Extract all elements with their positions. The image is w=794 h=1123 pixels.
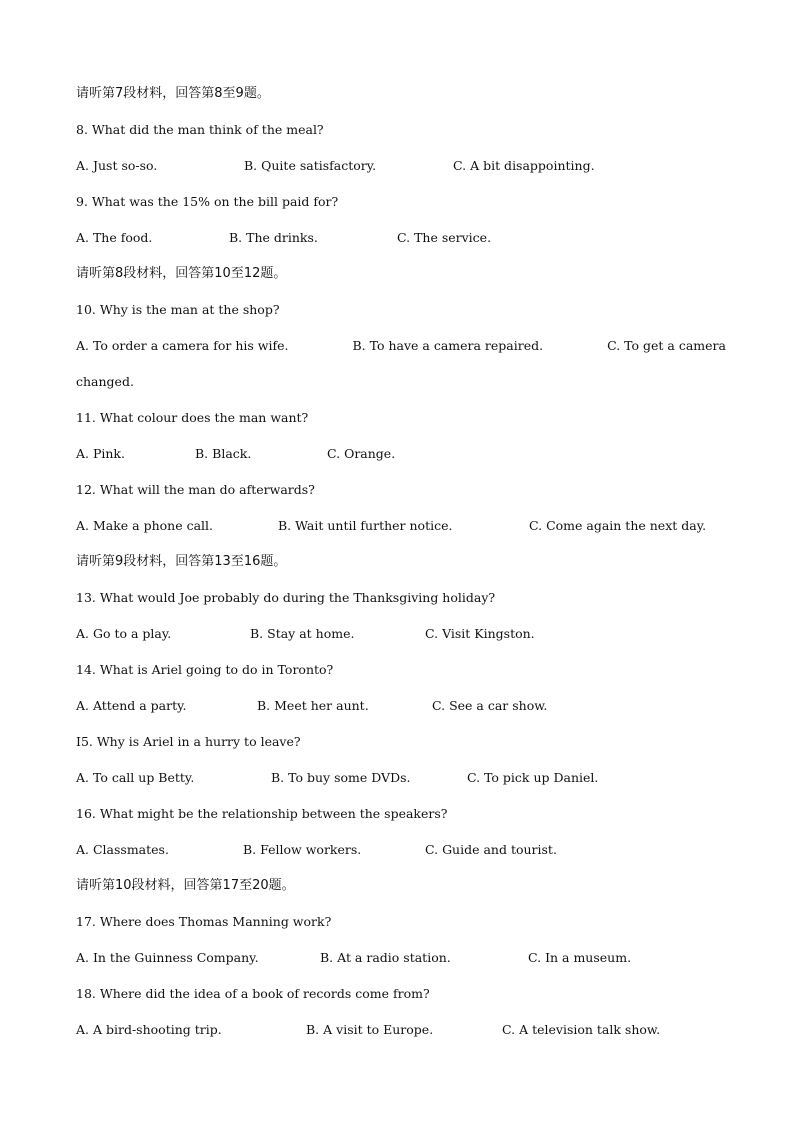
- option-8b: B. Quite satisfactory.: [244, 158, 377, 173]
- question-8: 8. What did the man think of the meal?: [76, 122, 324, 137]
- option-17c: C. In a museum.: [528, 950, 632, 965]
- option-17b: B. At a radio station.: [320, 950, 451, 965]
- option-15b: B. To buy some DVDs.: [271, 770, 411, 785]
- option-9b: B. The drinks.: [229, 230, 318, 245]
- option-16b: B. Fellow workers.: [243, 842, 362, 857]
- option-8a: A. Just so-so.: [76, 158, 158, 173]
- option-10c-continued: changed.: [76, 374, 134, 389]
- question-18: 18. Where did the idea of a book of records come from?: [76, 986, 430, 1001]
- option-13a: A. Go to a play.: [76, 626, 172, 641]
- options-13: [76, 624, 736, 660]
- option-10c: C. To get a camera: [607, 338, 726, 353]
- option-11b: B. Black.: [195, 446, 252, 461]
- options-14: [76, 696, 736, 732]
- option-11a: A. Pink.: [76, 446, 125, 461]
- question-13: 13. What would Joe probably do during the Thanksgiving holiday?: [76, 590, 496, 605]
- option-9a: A. The food.: [76, 230, 153, 245]
- question-17: 17. Where does Thomas Manning work?: [76, 914, 332, 929]
- options-18: [76, 1020, 736, 1056]
- question-14: 14. What is Ariel going to do in Toronto?: [76, 662, 334, 677]
- option-9c: C. The service.: [397, 230, 492, 245]
- options-16: [76, 840, 736, 876]
- option-14a: A. Attend a party.: [76, 698, 187, 713]
- section-heading-7: 请听第7段材料，回答第8至9题。: [76, 86, 270, 101]
- options-12: [76, 516, 736, 552]
- option-18a: A. A bird-shooting trip.: [76, 1022, 222, 1037]
- options-15: [76, 768, 736, 804]
- option-18b: B. A visit to Europe.: [306, 1022, 434, 1037]
- option-10a: A. To order a camera for his wife.: [76, 338, 289, 353]
- option-13b: B. Stay at home.: [250, 626, 355, 641]
- question-12: 12. What will the man do afterwards?: [76, 482, 315, 497]
- option-18c: C. A television talk show.: [502, 1022, 661, 1037]
- option-12b: B. Wait until further notice.: [278, 518, 453, 533]
- option-17a: A. In the Guinness Company.: [76, 950, 259, 965]
- option-13c: C. Visit Kingston.: [425, 626, 535, 641]
- option-14c: C. See a car show.: [432, 698, 548, 713]
- question-16: 16. What might be the relationship between the speakers?: [76, 806, 448, 821]
- option-15a: A. To call up Betty.: [76, 770, 195, 785]
- option-16a: A. Classmates.: [76, 842, 169, 857]
- options-8: [76, 156, 736, 192]
- option-10b: B. To have a camera repaired.: [352, 338, 544, 353]
- options-11: [76, 444, 736, 480]
- option-11c: C. Orange.: [327, 446, 396, 461]
- question-9: 9. What was the 15% on the bill paid for?: [76, 194, 339, 209]
- option-16c: C. Guide and tourist.: [425, 842, 557, 857]
- options-17: [76, 948, 736, 984]
- option-12a: A. Make a phone call.: [76, 518, 214, 533]
- question-11: 11. What colour does the man want?: [76, 410, 309, 425]
- options-9: [76, 228, 736, 264]
- question-15: I5. Why is Ariel in a hurry to leave?: [76, 734, 301, 749]
- section-heading-9: 请听第9段材料，回答第13至16题。: [76, 554, 287, 569]
- section-heading-8: 请听第8段材料，回答第10至12题。: [76, 266, 287, 281]
- option-12c: C. Come again the next day.: [529, 518, 707, 533]
- option-14b: B. Meet her aunt.: [257, 698, 369, 713]
- exam-page: [76, 84, 736, 1056]
- option-8c: C. A bit disappointing.: [453, 158, 595, 173]
- section-heading-10: 请听第10段材料，回答第17至20题。: [76, 878, 295, 893]
- option-15c: C. To pick up Daniel.: [467, 770, 599, 785]
- options-10: [76, 336, 726, 372]
- question-10: 10. Why is the man at the shop?: [76, 302, 280, 317]
